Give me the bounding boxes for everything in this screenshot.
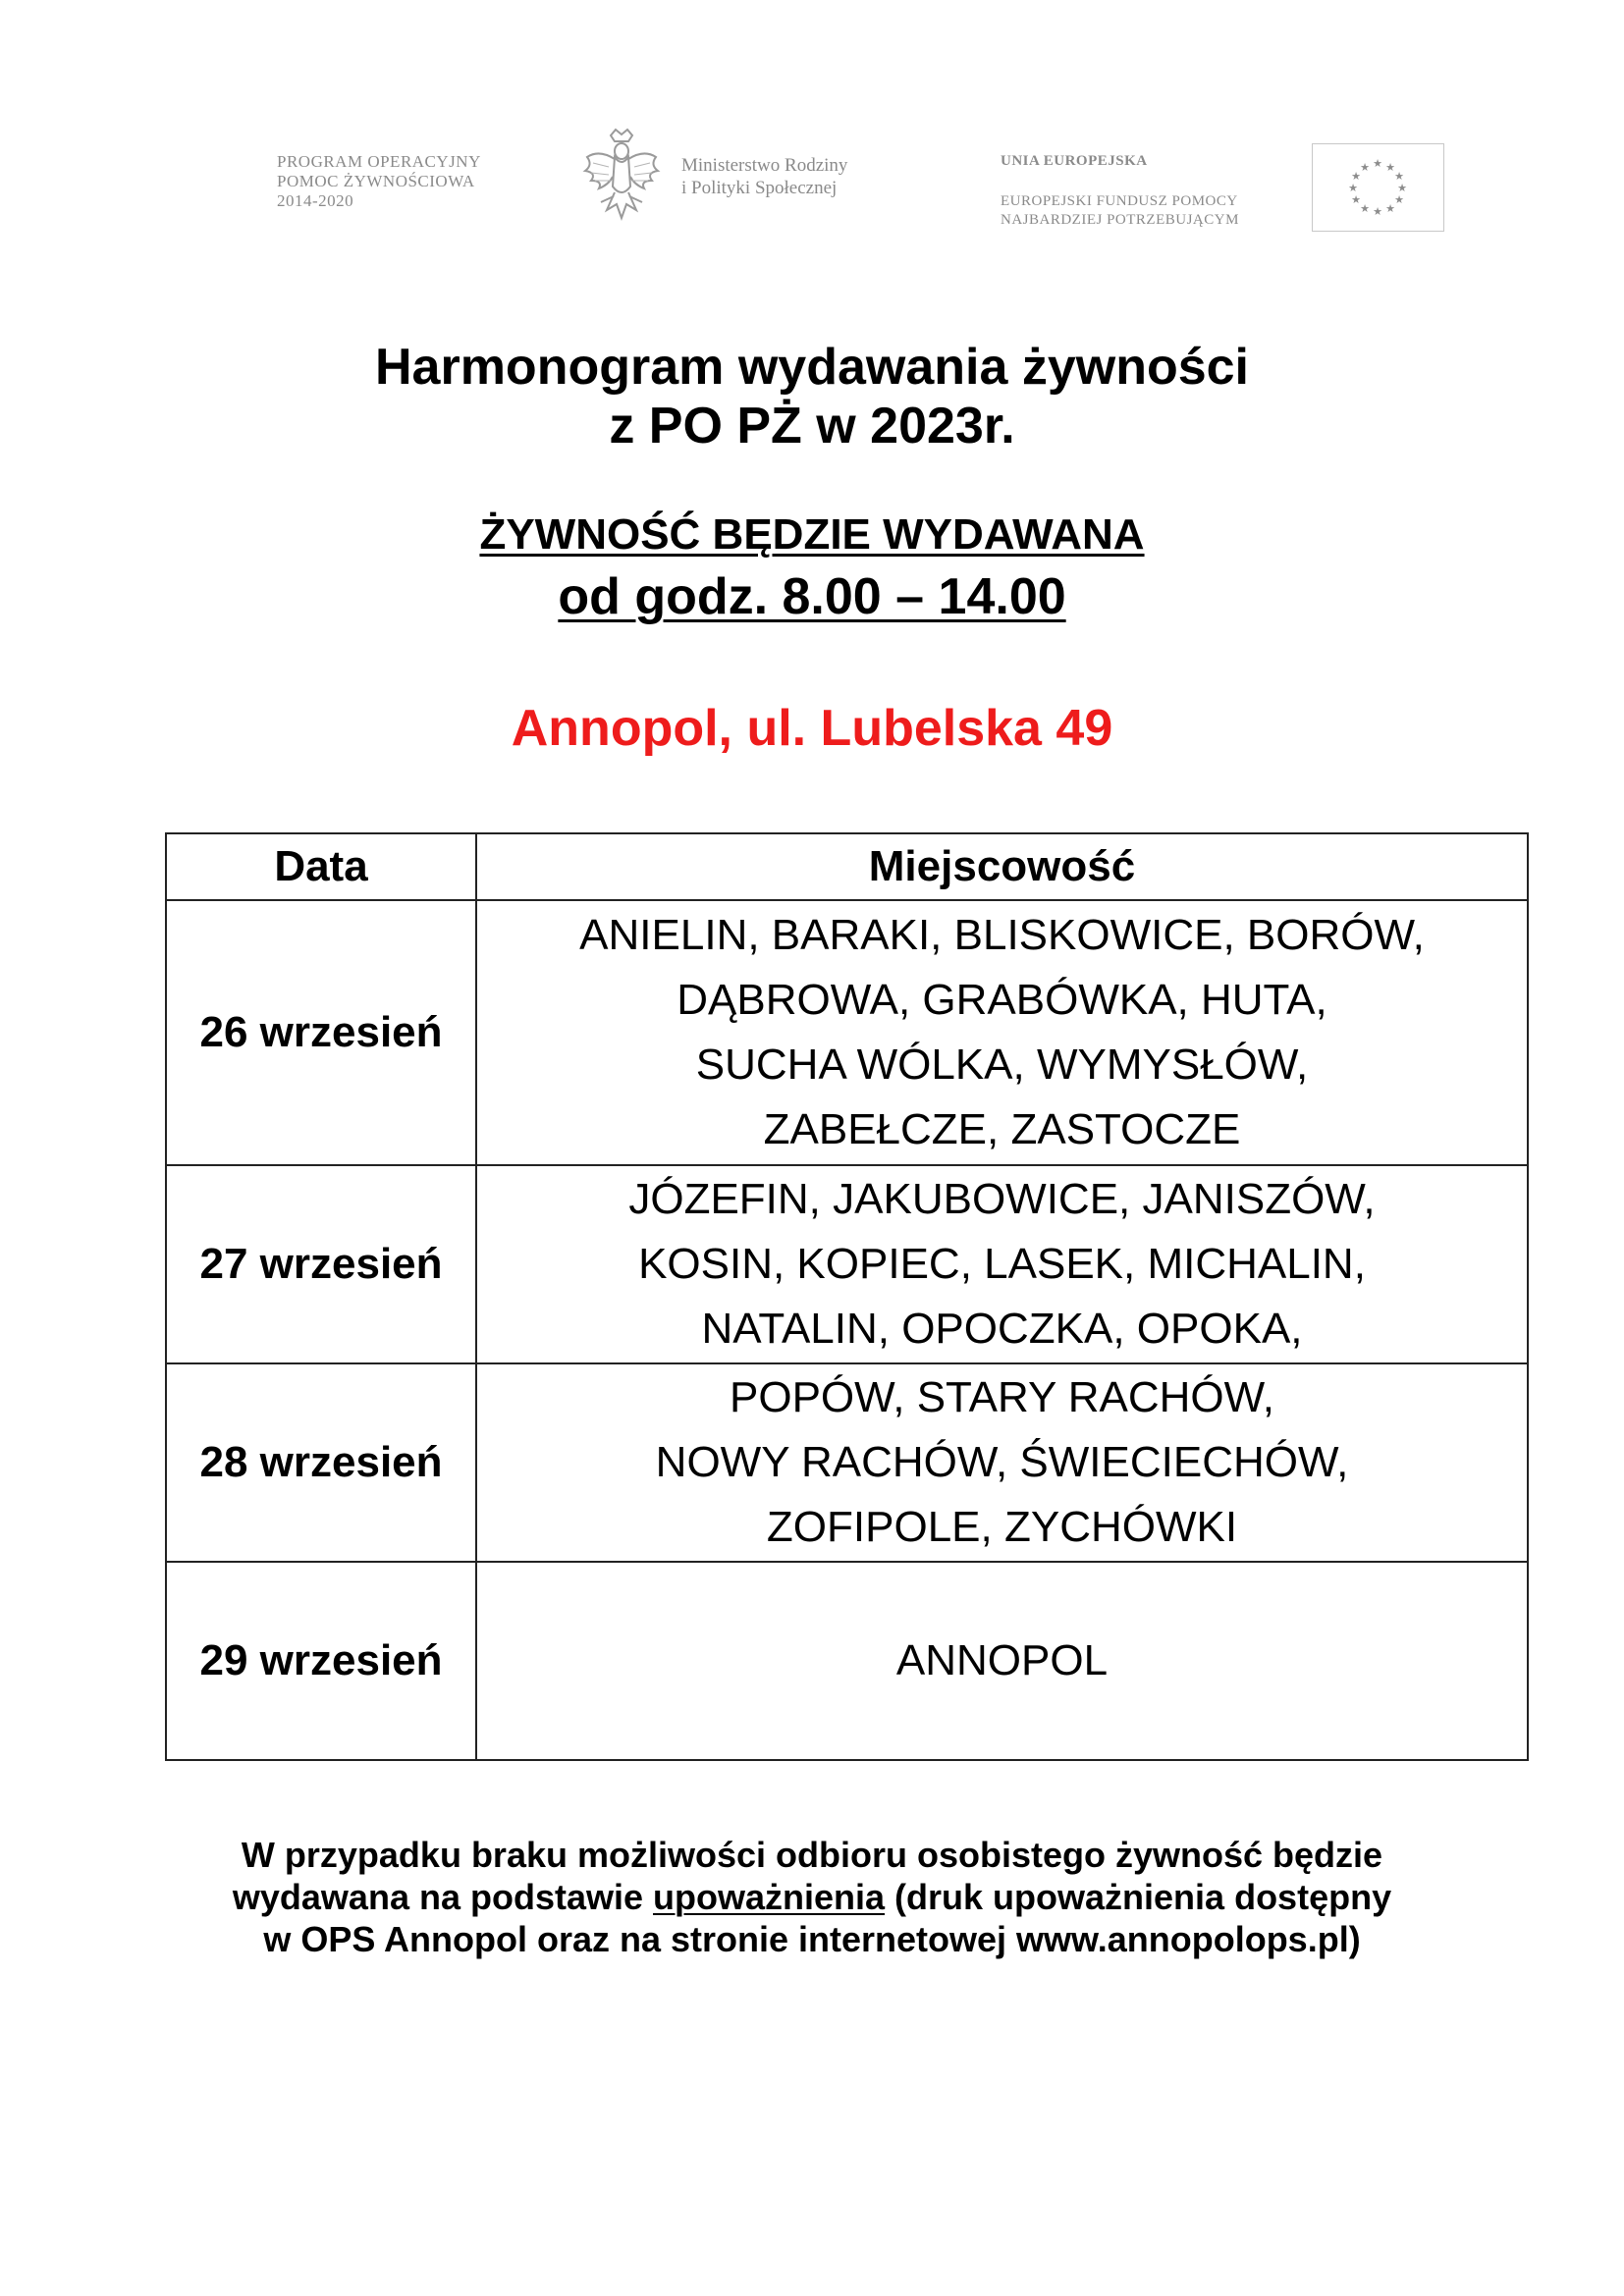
eu-flag-icon: [1312, 143, 1444, 232]
place-line: NOWY RACHÓW, ŚWIECIECHÓW,: [655, 1438, 1349, 1486]
svg-text:★: ★: [1397, 182, 1407, 194]
place-line: KOSIN, KOPIEC, LASEK, MICHALIN,: [638, 1240, 1366, 1288]
note-line-1: W przypadku braku możliwości odbioru osobistego żywność będzie: [241, 1835, 1383, 1875]
row-places: [476, 900, 1528, 1165]
logo-ministry: Ministerstwo Rodziny i Polityki Społecznej: [681, 155, 848, 198]
svg-text:★: ★: [1373, 205, 1382, 218]
svg-text:★: ★: [1385, 161, 1395, 174]
page-subtitle: z PO PŻ w 2023r.: [609, 398, 1015, 454]
row-date: 28 wrzesień: [166, 1363, 476, 1562]
row-places: [476, 1165, 1528, 1363]
svg-text:★: ★: [1394, 193, 1404, 206]
svg-text:★: ★: [1351, 170, 1361, 183]
place-line: NATALIN, OPOCZKA, OPOKA,: [701, 1305, 1303, 1353]
logo-program-operacyjny: PROGRAM OPERACYJNY POMOC ŻYWNOŚCIOWA 2014-2020: [277, 152, 481, 210]
place-line: DĄBROWA, GRABÓWKA, HUTA,: [677, 976, 1327, 1024]
header-date: Data: [166, 833, 476, 900]
authorization-note: [0, 1834, 1624, 1960]
svg-text:★: ★: [1373, 157, 1382, 170]
place-line: JÓZEFIN, JAKUBOWICE, JANISZÓW,: [628, 1175, 1376, 1223]
schedule-table: [165, 832, 1529, 1761]
page-title: Harmonogram wydawania żywności: [374, 339, 1250, 396]
header-place: Miejscowość: [476, 833, 1528, 900]
note-line-2: wydawana na podstawie upoważnienia (druk upoważnienia dostępny: [232, 1877, 1392, 1917]
svg-text:★: ★: [1394, 170, 1404, 183]
svg-text:★: ★: [1351, 193, 1361, 206]
table-row: [166, 1363, 1528, 1562]
place-line: ZABEŁCZE, ZASTOCZE: [763, 1105, 1241, 1153]
svg-text:★: ★: [1360, 161, 1370, 174]
row-places: [476, 1363, 1528, 1562]
row-date: 29 wrzesień: [166, 1562, 476, 1760]
table-header-row: [166, 833, 1528, 900]
table-row: [166, 900, 1528, 1165]
table-row: [166, 1562, 1528, 1760]
place-line: ANIELIN, BARAKI, BLISKOWICE, BORÓW,: [579, 911, 1425, 959]
polish-eagle-icon: [581, 128, 662, 226]
row-places: [476, 1562, 1528, 1760]
authorization-link[interactable]: upoważnienia: [653, 1877, 886, 1917]
row-date: 27 wrzesień: [166, 1165, 476, 1363]
place-line: SUCHA WÓLKA, WYMYSŁÓW,: [695, 1041, 1309, 1089]
row-date: 26 wrzesień: [166, 900, 476, 1165]
note-line-3: w OPS Annopol oraz na stronie internetowej www.annopolops.pl): [263, 1919, 1361, 1959]
place-line: ZOFIPOLE, ZYCHÓWKI: [766, 1503, 1238, 1551]
table-row: [166, 1165, 1528, 1363]
distribution-hours: od godz. 8.00 – 14.00: [558, 568, 1066, 625]
eu-title: UNIA EUROPEJSKA: [1001, 153, 1148, 169]
svg-text:★: ★: [1360, 202, 1370, 215]
distribution-address: Annopol, ul. Lubelska 49: [511, 700, 1113, 757]
logo-header: [0, 128, 1624, 236]
logo-eu-fund: UNIA EUROPEJSKA EUROPEJSKI FUNDUSZ POMOCY NAJBARDZIEJ POTRZEBUJĄCYM: [1001, 153, 1239, 228]
svg-text:★: ★: [1385, 202, 1395, 215]
svg-text:★: ★: [1348, 182, 1358, 194]
distribution-notice: ŻYWNOŚĆ BĘDZIE WYDAWANA: [479, 510, 1145, 559]
place-line: POPÓW, STARY RACHÓW,: [730, 1373, 1274, 1421]
place-line: ANNOPOL: [895, 1636, 1109, 1684]
